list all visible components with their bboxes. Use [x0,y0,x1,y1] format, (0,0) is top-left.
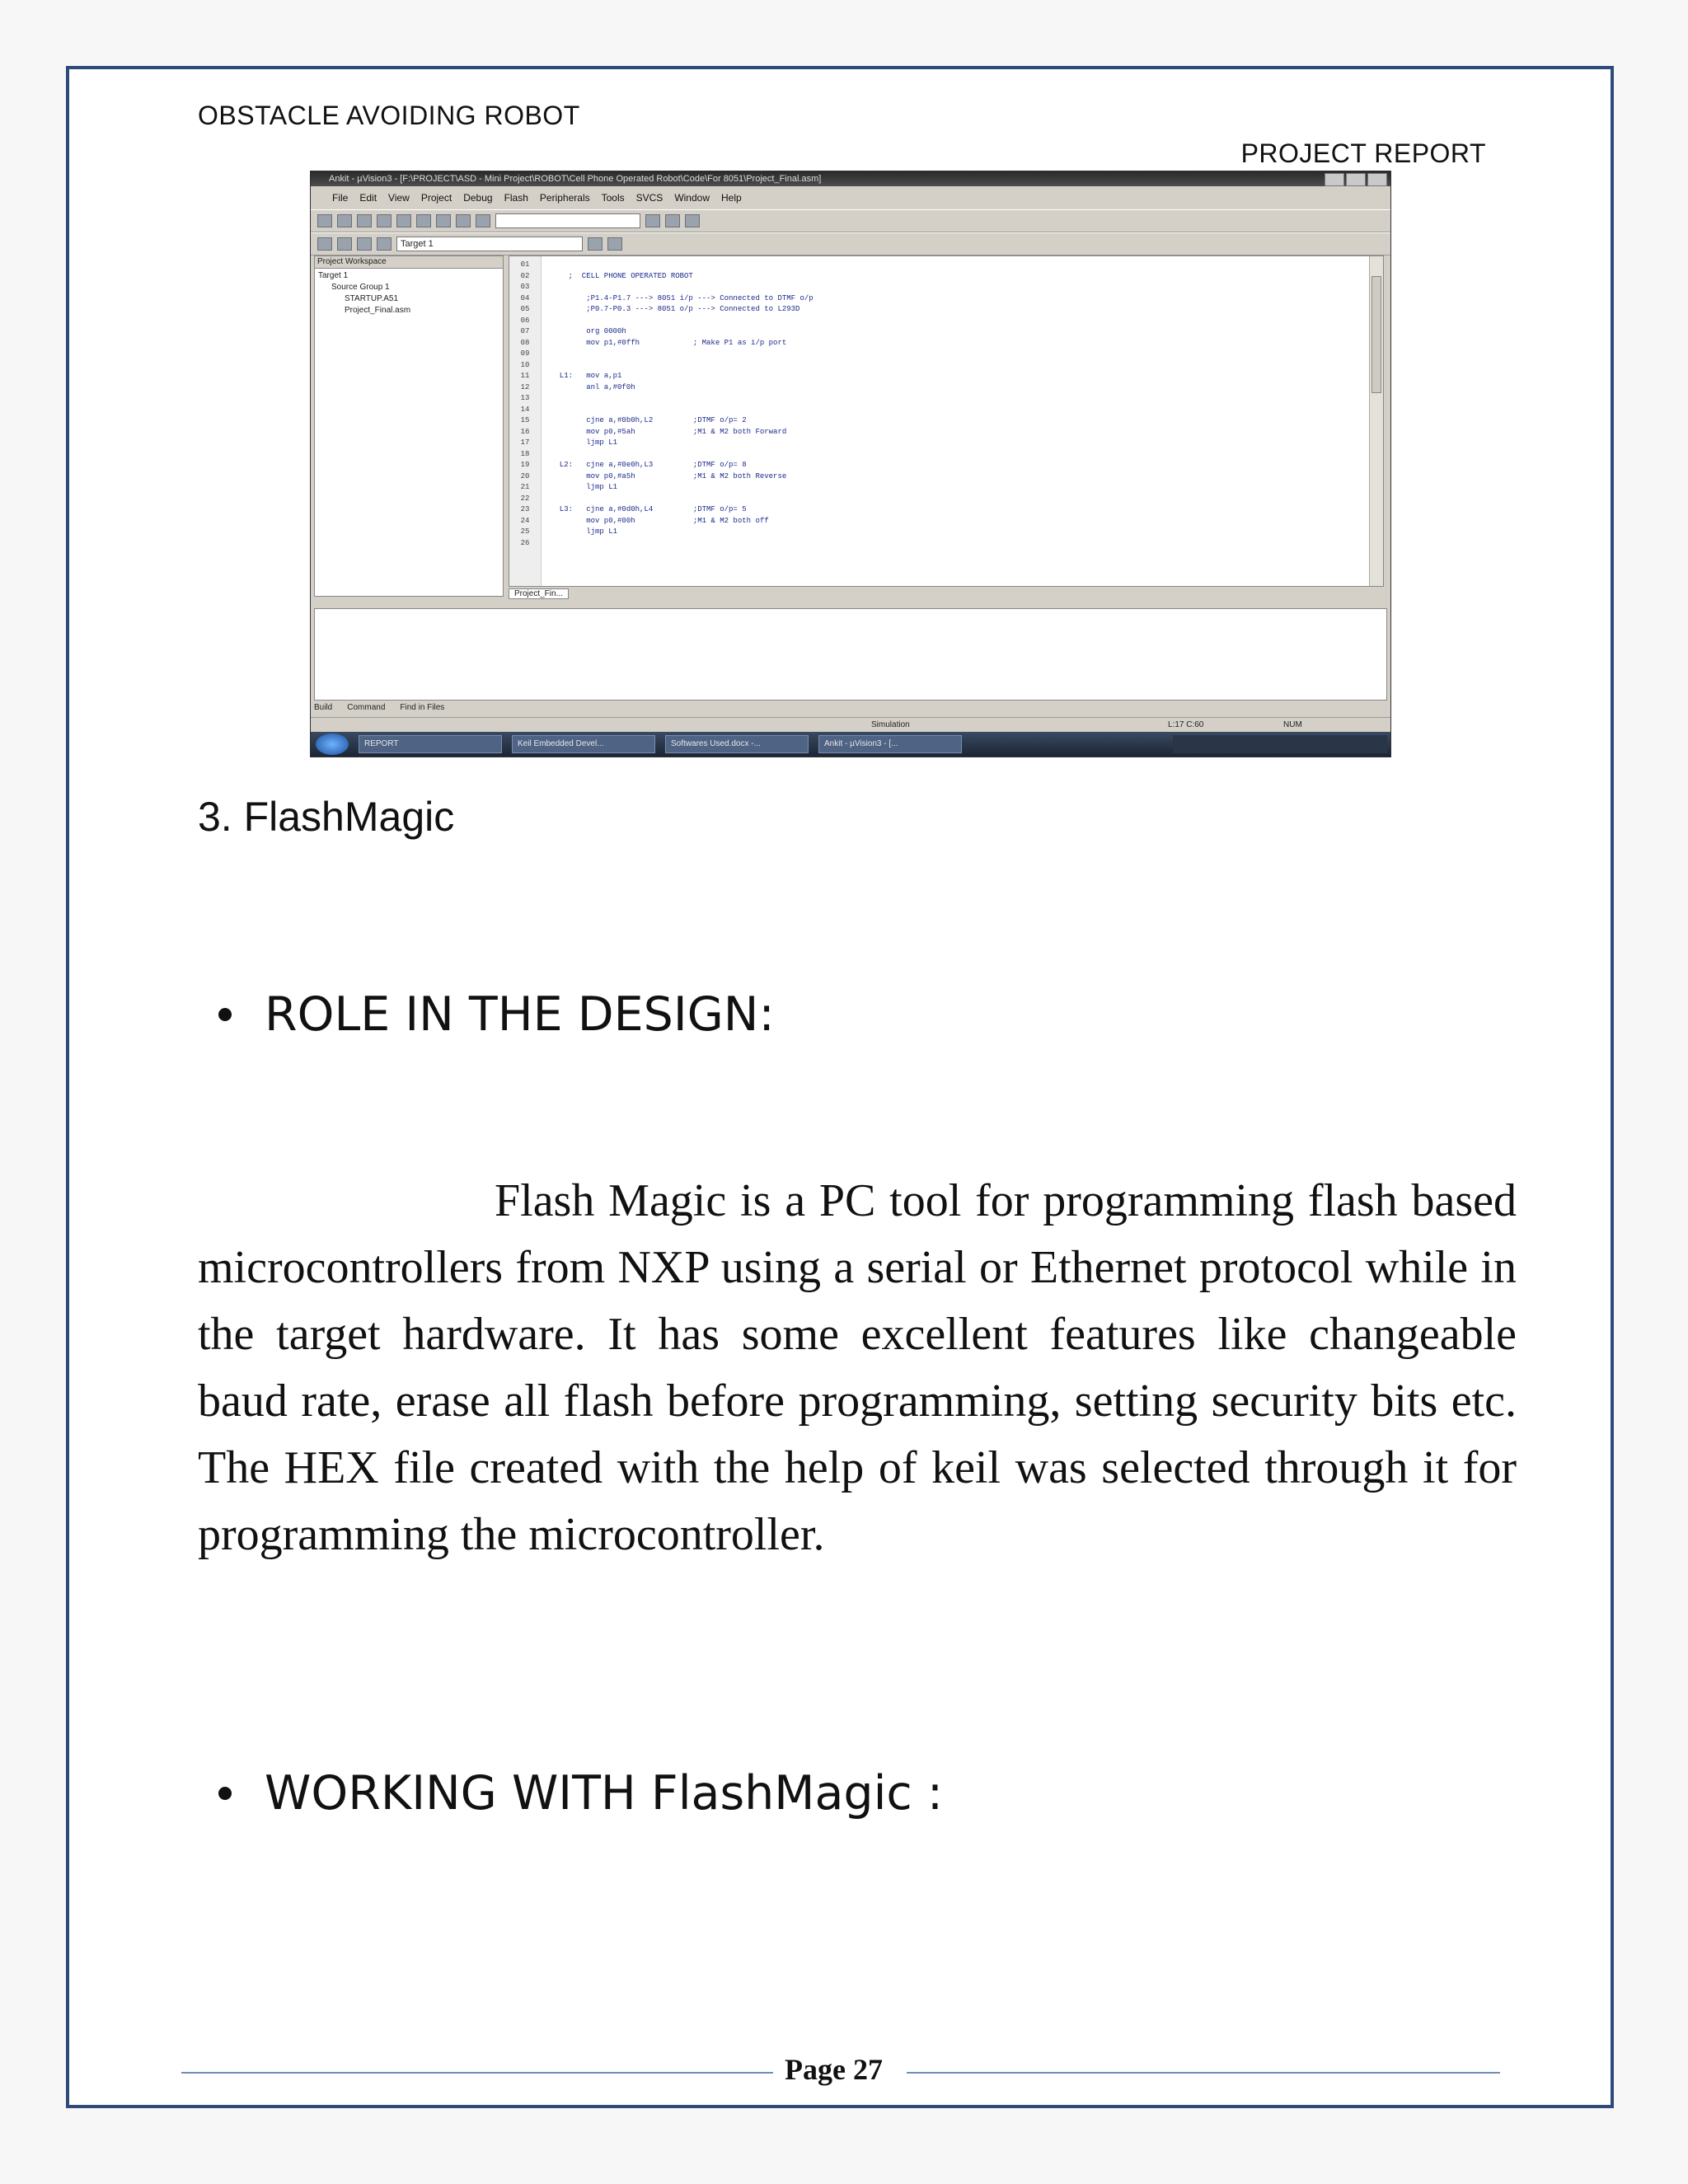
code-line: ;P1.4-P1.7 ---> 8051 i/p ---> Connected to DTMF o/p [551,293,814,302]
build-icon [337,237,352,251]
windows-taskbar [311,732,1390,757]
code-line [551,494,1367,505]
line-number: 25 [520,527,530,536]
bullet-working [218,1766,943,1821]
output-tab-build: Build [314,703,333,712]
ide-status-bar [311,717,1390,733]
code-line [551,260,1367,271]
line-number: 21 [520,483,530,491]
code-line [551,349,1367,360]
editor-tab: Project_Fin... [509,588,569,599]
code-line: mov p0,#00h ;M1 & M2 both off [551,516,769,525]
code-editor [509,255,1384,587]
line-number: 07 [520,327,530,335]
line-number: 11 [520,372,530,380]
line-number: 14 [520,405,530,414]
undo-icon [456,214,471,227]
line-number: 08 [520,338,530,347]
workspace-title: Project Workspace [315,256,503,269]
status-mode: Simulation [871,720,910,729]
code-text [551,260,1367,549]
output-tabs [314,703,444,712]
code-line: anl a,#0f0h [551,382,635,391]
line-number: 03 [520,283,530,291]
code-line: L2: cjne a,#0e0h,L3 ;DTMF o/p= 8 [551,461,747,469]
line-number: 15 [520,416,530,424]
menu-window: Window [674,192,710,204]
menu-tools: Tools [601,192,625,204]
rebuild-icon [357,237,372,251]
code-line: L3: cjne a,#0d0h,L4 ;DTMF o/p= 5 [551,505,747,513]
project-tree [315,269,503,318]
minimize-icon [1325,173,1344,186]
tree-item-target: Target 1 [318,271,349,280]
bullet-role [218,987,775,1042]
line-number: 23 [520,505,530,513]
menu-help: Help [721,192,742,204]
line-number: 09 [520,349,530,358]
menu-svcs: SVCS [635,192,663,204]
save-icon [357,214,372,227]
code-line [551,405,1367,416]
project-workspace [314,255,504,597]
code-line: cjne a,#0b0h,L2 ;DTMF o/p= 2 [551,416,747,424]
menu-flash: Flash [504,192,528,204]
footer-rule-left [181,2072,773,2074]
bullet-icon [218,1008,232,1021]
ide-title-text: Ankit - µVision3 - [F:\PROJECT\ASD - Mini Project\ROBOT\Cell Phone Operated Robot\Code\For 8051\Project_Final.asm] [329,174,822,184]
code-line: mov p0,#5ah ;M1 & M2 both Forward [551,427,787,436]
components-icon [607,237,622,251]
body-paragraph: Flash Magic is a PC tool for programming flash based microcontrollers from NXP using a serial or Ethernet protocol while in the target hardware. It has some excellent features like changeable baud rate, erase all flash before programming, setting security bits etc. The HEX file created with the help of keil was selected through it for programming the microcontroller. [198,1175,1517,1560]
redo-icon [476,214,490,227]
maximize-icon [1346,173,1366,186]
code-line [551,449,1367,461]
line-number: 20 [520,471,530,480]
header-subtitle: PROJECT REPORT [1240,138,1486,168]
line-number: 18 [520,449,530,458]
start-orb-icon [316,733,349,755]
menu-peripherals: Peripherals [539,192,590,204]
task-docx: Softwares Used.docx -... [665,735,809,753]
line-number: 10 [520,360,530,369]
line-number: 24 [520,516,530,525]
page-number: Page 27 [785,2053,883,2086]
compile-icon [317,237,332,251]
open-icon [337,214,352,227]
code-line: mov p1,#0ffh ; Make P1 as i/p port [551,338,787,347]
close-icon [1367,173,1387,186]
bullet-working-text: WORKING WITH FlashMagic : [265,1766,944,1821]
line-number: 04 [520,293,530,302]
task-uvision: Ankit - µVision3 - [... [818,735,962,753]
bullet-role-text: ROLE IN THE DESIGN: [265,987,775,1042]
ide-toolbar-2 [311,232,1390,255]
code-line: L1: mov a,p1 [551,372,622,380]
section-heading: 3. FlashMagic [198,794,455,840]
indent-icon [685,214,700,227]
menu-edit: Edit [359,192,377,204]
cut-icon [396,214,411,227]
line-number: 19 [520,461,530,469]
task-keil: Keil Embedded Devel... [512,735,655,753]
footer-rule-right [907,2072,1500,2074]
output-tab-find: Find in Files [400,703,445,712]
line-number: 01 [520,260,530,269]
bullet-icon [218,1787,232,1800]
header-title: OBSTACLE AVOIDING ROBOT [198,101,580,130]
line-number: 05 [520,305,530,313]
code-line [551,393,1367,405]
output-tab-command: Command [347,703,386,712]
tree-item-source-group: Source Group 1 [331,283,390,292]
code-line [551,538,1367,550]
line-number: 16 [520,427,530,436]
line-number: 17 [520,438,530,447]
output-window [314,608,1387,701]
menu-debug: Debug [463,192,493,204]
save-all-icon [377,214,392,227]
code-line: ljmp L1 [551,483,618,491]
ide-title-bar [311,171,1390,186]
code-line [551,316,1367,327]
options-icon [588,237,603,251]
line-number-gutter [509,256,542,586]
menu-project: Project [420,192,452,204]
line-number: 22 [520,494,530,503]
tree-item-project-file: Project_Final.asm [345,306,411,315]
code-line: ljmp L1 [551,438,618,447]
find-combo [495,213,640,228]
download-icon [377,237,392,251]
code-line [551,360,1367,372]
tree-item-startup: STARTUP.A51 [345,294,399,303]
line-number: 13 [520,394,530,402]
menu-view: View [388,192,410,204]
copy-icon [416,214,431,227]
line-number: 26 [520,538,530,547]
window-controls [1325,173,1387,186]
code-line [551,282,1367,293]
paste-icon [436,214,451,227]
code-line: org 0000h [551,327,626,335]
status-num: NUM [1283,720,1302,729]
new-file-icon [317,214,332,227]
bookmark-icon [665,214,680,227]
code-line: ljmp L1 [551,527,618,536]
menu-file: File [332,192,349,204]
system-tray [1173,735,1387,753]
line-number: 06 [520,316,530,325]
task-report: REPORT [359,735,502,753]
find-icon [645,214,660,227]
ide-menu-bar [311,190,1390,206]
target-combo: Target 1 [396,237,583,251]
line-number: 12 [520,382,530,391]
code-line: mov p0,#a5h ;M1 & M2 both Reverse [551,471,787,480]
code-line: ; CELL PHONE OPERATED ROBOT [551,271,693,280]
code-line: ;P0.7-P0.3 ---> 8051 o/p ---> Connected to L293D [551,305,800,313]
editor-scrollbar [1369,256,1383,586]
line-number: 02 [520,271,530,280]
ide-toolbar-1 [311,209,1390,232]
ide-screenshot [310,171,1391,757]
status-position: L:17 C:60 [1168,720,1204,729]
